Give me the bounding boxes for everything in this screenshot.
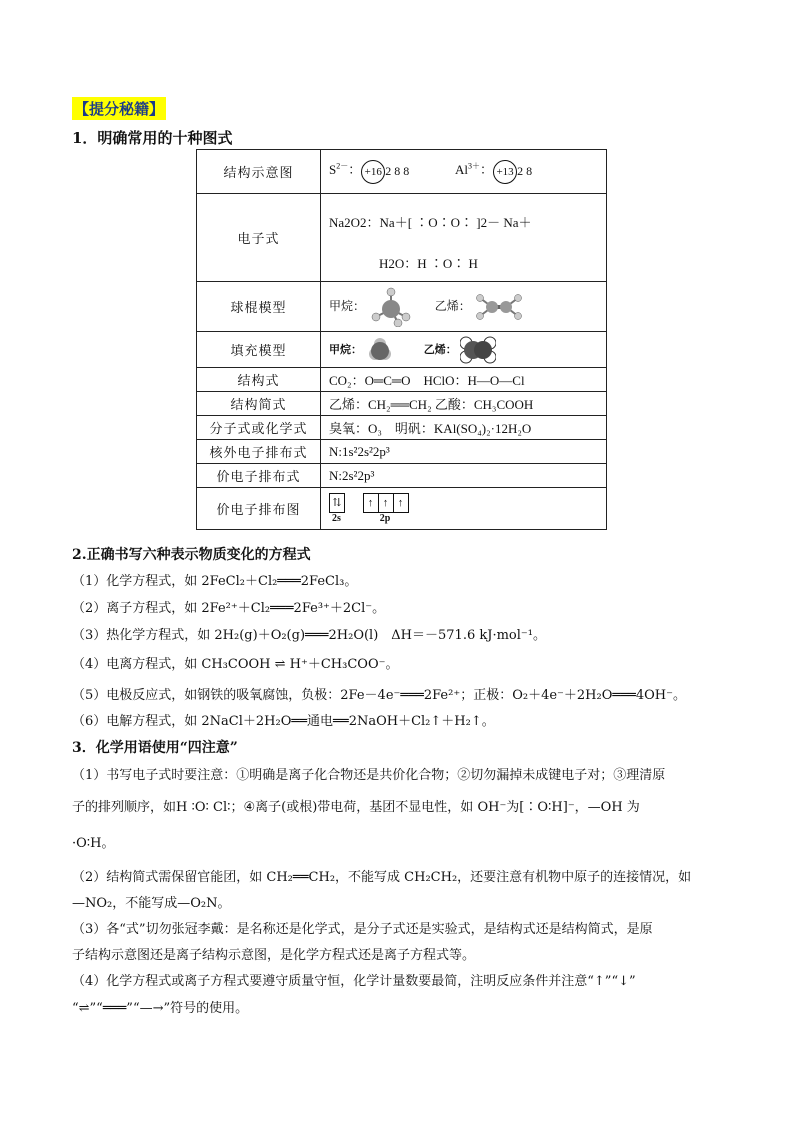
valence-config-cell: N:2s²2p³ <box>321 464 607 488</box>
ethylene-label: 乙烯： <box>434 298 471 313</box>
methane-ball-stick-image <box>368 287 414 327</box>
al-ion: Al <box>455 162 469 178</box>
row-label: 结构示意图 <box>197 150 321 194</box>
equation-line: （6）电解方程式，如 2NaCl＋2H₂O══通电══2NaOH＋Cl₂↑＋H₂↑。 <box>72 714 495 729</box>
molecular-formula-cell: 臭氧：O₃ 明矾：KAl(SO₄)₂·12H₂O <box>321 416 607 440</box>
row-label: 结构式 <box>197 368 321 392</box>
table-row <box>197 194 607 282</box>
equation-line: （1）化学方程式，如 2FeCl₂＋Cl₂═══2FeCl₃。 <box>72 574 358 589</box>
section-2-title: 2.正确书写六种表示物质变化的方程式 <box>72 547 311 563</box>
table-row <box>197 150 607 194</box>
electron-formula-cell <box>321 194 607 282</box>
note-line: “⇌”“═══”“—→”符号的使用。 <box>72 1001 249 1016</box>
table-row <box>197 464 607 488</box>
s-shells: 2 8 8 <box>385 164 410 178</box>
ethylene-filling-image <box>460 335 496 365</box>
table-row <box>197 368 607 392</box>
al-charge: 3＋ <box>468 162 481 172</box>
row-label: 结构简式 <box>197 392 321 416</box>
section-3-title: 3．化学用语使用“四注意” <box>72 740 238 756</box>
row-label: 球棍模型 <box>197 282 321 332</box>
table-row <box>197 416 607 440</box>
note-line: ·O∶H。 <box>72 836 115 851</box>
methane-label: 甲烷： <box>329 298 366 313</box>
h2o-formula: H2O：H ∶O∶ H <box>379 255 478 271</box>
methane-label: 甲烷： <box>329 342 362 356</box>
equation-line: （2）离子方程式，如 2Fe²⁺＋Cl₂═══2Fe³⁺＋2Cl⁻。 <box>72 601 386 616</box>
equation-line: （5）电极反应式，如钢铁的吸氧腐蚀，负极：2Fe－4e⁻═══2Fe²⁺；正极：O₂＋4e⁻＋2H₂O═══4OH⁻。 <box>72 688 686 703</box>
orbital-box: ⇅ <box>329 493 345 513</box>
al-nucleus: +13 <box>493 160 517 184</box>
orbital-box: ↑ <box>393 493 409 513</box>
condensed-formula-cell: 乙烯：CH₂══CH₂ 乙酸：CH₃COOH <box>321 392 607 416</box>
orbital-box: ↑ <box>378 493 394 513</box>
row-label: 填充模型 <box>197 332 321 368</box>
structural-formula-cell: CO₂：O═C═O HClO：H—O—Cl <box>321 368 607 392</box>
na2o2-formula: Na2O2：Na＋[ ∶O∶O∶ ]2－ Na＋ <box>329 214 532 230</box>
al-shells: 2 8 <box>517 164 533 178</box>
tips-badge: 【提分秘籍】 <box>72 97 166 120</box>
table-row <box>197 440 607 464</box>
s-charge: 2－ <box>336 162 349 172</box>
equation-line: （4）电离方程式，如 CH₃COOH ⇌ H⁺＋CH₃COO⁻。 <box>72 657 399 672</box>
row-label: 价电子排布式 <box>197 464 321 488</box>
methane-filling-image <box>365 336 395 364</box>
orbital-2p-label: 2p <box>379 513 391 524</box>
note-line: （3）各“式”切勿张冠李戴：是名称还是化学式，是分子式还是实验式，是结构式还是结构简式，是原 <box>72 922 653 937</box>
space-filling-cell <box>321 332 607 368</box>
diagram-table <box>196 149 607 530</box>
ethylene-ball-stick-image <box>474 292 524 322</box>
s-ion: S <box>329 162 337 178</box>
equation-line: （3）热化学方程式，如 2H₂(g)＋O₂(g)═══2H₂O(l) ΔH＝－571.6 kJ·mol⁻¹。 <box>72 628 546 643</box>
row-label: 电子式 <box>197 194 321 282</box>
s-nucleus: +16 <box>361 160 385 184</box>
ball-stick-cell <box>321 282 607 332</box>
row-label: 核外电子排布式 <box>197 440 321 464</box>
ethylene-label: 乙烯： <box>423 342 457 356</box>
note-line: —NO₂，不能写成—O₂N。 <box>72 896 231 911</box>
orbital-diagram-cell <box>321 488 607 530</box>
orbital-box: ↑ <box>363 493 379 513</box>
orbital-2s-label: 2s <box>332 513 341 524</box>
table-row <box>197 488 607 530</box>
table-row <box>197 392 607 416</box>
note-line: （2）结构简式需保留官能团，如 CH₂══CH₂，不能写成 CH₂CH₂，还要注意有机物中原子的连接情况，如 <box>72 870 692 885</box>
note-line: （4）化学方程式或离子方程式要遵守质量守恒，化学计量数要最简，注明反应条件并注意“↑”“↓” <box>72 974 636 989</box>
table-row <box>197 332 607 368</box>
note-line: 子的排列顺序，如H ∶O∶ Cl∶；④离子(或根)带电荷，基团不显电性，如 OH⁻为[∶O∶H]⁻，—OH 为 <box>72 800 640 815</box>
row-label: 分子式或化学式 <box>197 416 321 440</box>
note-line: （1）书写电子式时要注意：①明确是离子化合物还是共价化合物；②切勿漏掉未成键电子对；③理清原 <box>72 768 666 783</box>
row-label: 价电子排布图 <box>197 488 321 530</box>
section-1-title: 1．明确常用的十种图式 <box>72 129 233 147</box>
note-line: 子结构示意图还是离子结构示意图，是化学方程式还是离子方程式等。 <box>72 948 476 963</box>
structure-diagram-cell: $S^{2-}$： +16 2 8 8 $Al^{3+}$： +13 2 8 <box>321 150 607 194</box>
table-row <box>197 282 607 332</box>
electron-config-cell: N:1s²2s²2p³ <box>321 440 607 464</box>
